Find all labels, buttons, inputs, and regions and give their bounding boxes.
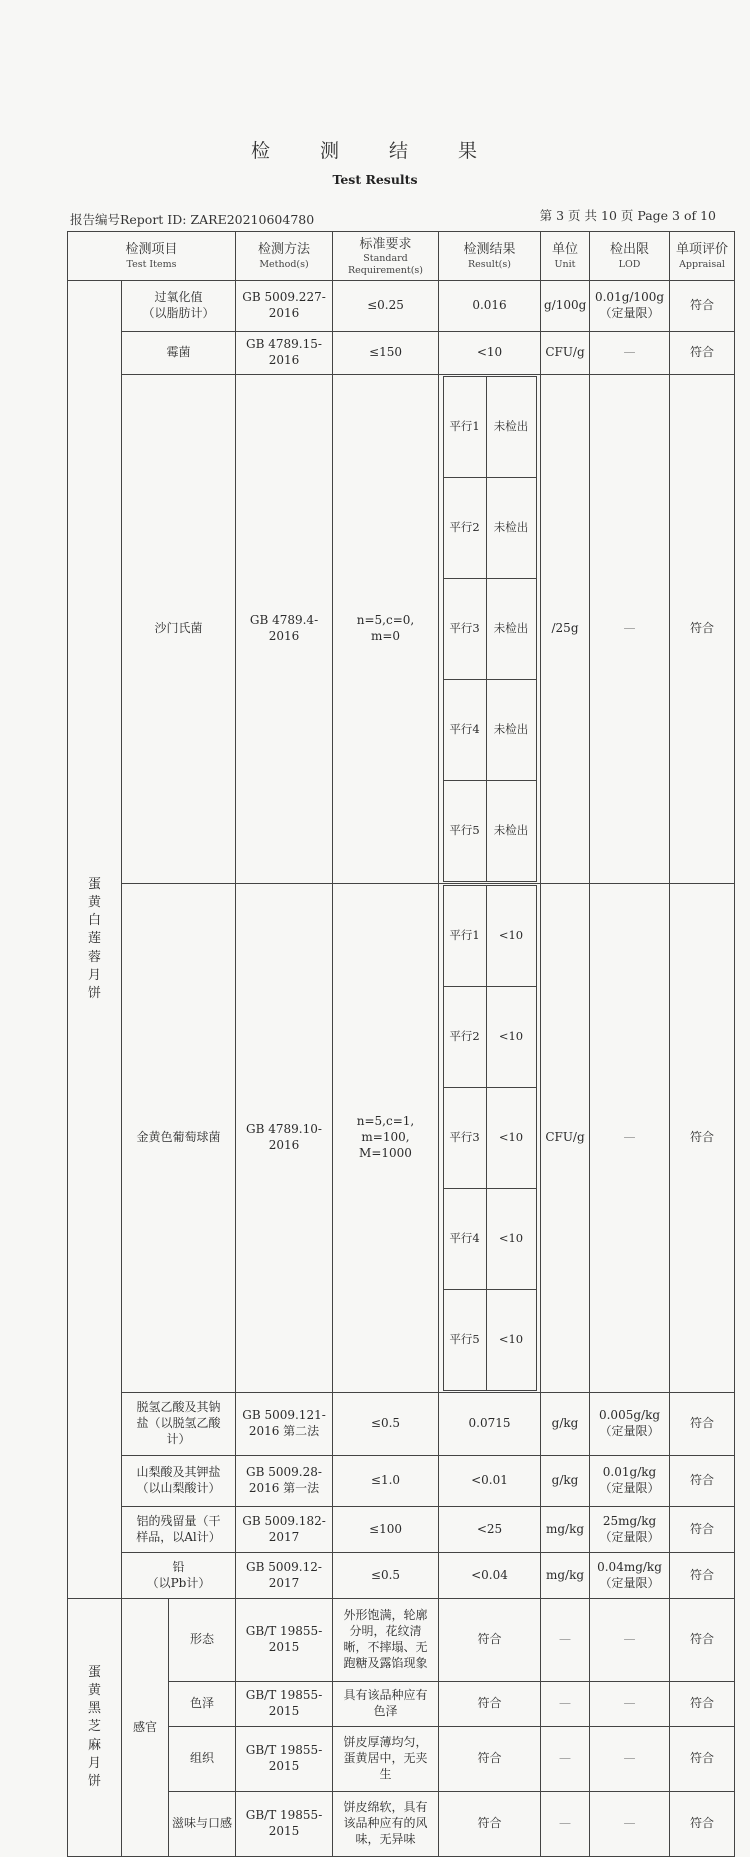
table-row bbox=[68, 1507, 735, 1553]
result-cell: 符合 bbox=[439, 1599, 541, 1682]
appraisal-cell: 符合 bbox=[670, 1393, 735, 1456]
result-cell: <10 bbox=[439, 332, 541, 375]
table-row bbox=[68, 1682, 735, 1727]
unit-cell: — bbox=[541, 1792, 590, 1857]
requirement-cell: 饼皮绵软，具有 该品种应有的风 味，无异味 bbox=[333, 1792, 439, 1857]
lod-cell: — bbox=[590, 1727, 670, 1792]
requirement-cell: 具有该品种应有 色泽 bbox=[333, 1682, 439, 1727]
unit-cell: CFU/g bbox=[541, 332, 590, 375]
col-header-result: 检测结果 Result(s) bbox=[439, 232, 541, 281]
unit-cell: g/kg bbox=[541, 1393, 590, 1456]
document-subtitle: Test Results bbox=[332, 172, 418, 187]
requirement-cell: ≤0.25 bbox=[333, 281, 439, 332]
appraisal-cell: 符合 bbox=[670, 1507, 735, 1553]
appraisal-cell: 符合 bbox=[670, 281, 735, 332]
method-cell: GB/T 19855- 2015 bbox=[236, 1599, 333, 1682]
result-cell bbox=[439, 884, 541, 1393]
unit-cell: /25g bbox=[541, 375, 590, 884]
category-cell: 感官 bbox=[122, 1599, 169, 1857]
col-header-unit: 单位 Unit bbox=[541, 232, 590, 281]
results-table bbox=[67, 231, 735, 1857]
sample-name-cell bbox=[68, 1599, 122, 1857]
parallel-results: 平行1 未检出 平行2 未检出 平行3 未检出 平行4 未检出 平行5 未检出 bbox=[443, 376, 537, 882]
appraisal-cell: 符合 bbox=[670, 375, 735, 884]
unit-cell: — bbox=[541, 1682, 590, 1727]
sample-name-cell bbox=[68, 281, 122, 1599]
item-cell: 滋味与口感 bbox=[169, 1792, 236, 1857]
appraisal-cell: 符合 bbox=[670, 1599, 735, 1682]
item-cell: 脱氢乙酸及其钠 盐（以脱氢乙酸 计） bbox=[122, 1393, 236, 1456]
method-cell: GB/T 19855- 2015 bbox=[236, 1792, 333, 1857]
col-header-requirement: 标准要求 Standard Requirement(s) bbox=[333, 232, 439, 281]
table-row bbox=[68, 375, 735, 884]
lod-cell: — bbox=[590, 1682, 670, 1727]
requirement-cell: 外形饱满，轮廓 分明，花纹清 晰，不摔塌、无 跑糖及露馅现象 bbox=[333, 1599, 439, 1682]
unit-cell: mg/kg bbox=[541, 1507, 590, 1553]
item-cell: 铅 （以Pb计） bbox=[122, 1553, 236, 1599]
unit-cell: g/100g bbox=[541, 281, 590, 332]
method-cell: GB 5009.28- 2016 第一法 bbox=[236, 1456, 333, 1507]
requirement-cell: n=5,c=1, m=100, M=1000 bbox=[333, 884, 439, 1393]
item-cell: 金黄色葡萄球菌 bbox=[122, 884, 236, 1393]
unit-cell: — bbox=[541, 1727, 590, 1792]
method-cell: GB/T 19855- 2015 bbox=[236, 1727, 333, 1792]
result-cell: 0.0715 bbox=[439, 1393, 541, 1456]
appraisal-cell: 符合 bbox=[670, 1792, 735, 1857]
method-cell: GB 4789.10- 2016 bbox=[236, 884, 333, 1393]
table-row bbox=[68, 1393, 735, 1456]
result-cell: 符合 bbox=[439, 1727, 541, 1792]
report-id: 报告编号Report ID: ZARE20210604780 bbox=[70, 212, 315, 227]
col-header-item: 检测项目 Test Items bbox=[68, 232, 236, 281]
item-cell: 霉菌 bbox=[122, 332, 236, 375]
result-cell bbox=[439, 375, 541, 884]
table-row bbox=[68, 281, 735, 332]
table-header-row bbox=[68, 232, 735, 281]
appraisal-cell: 符合 bbox=[670, 884, 735, 1393]
result-cell: 符合 bbox=[439, 1682, 541, 1727]
appraisal-cell: 符合 bbox=[670, 1456, 735, 1507]
appraisal-cell: 符合 bbox=[670, 1727, 735, 1792]
result-cell: 0.016 bbox=[439, 281, 541, 332]
lod-cell: — bbox=[590, 1792, 670, 1857]
sample-name: 蛋黄白莲蓉月饼 bbox=[87, 876, 101, 1001]
table-row bbox=[68, 332, 735, 375]
method-cell: GB 5009.227- 2016 bbox=[236, 281, 333, 332]
requirement-cell: ≤0.5 bbox=[333, 1553, 439, 1599]
unit-cell: CFU/g bbox=[541, 884, 590, 1393]
lod-cell: 0.01g/100g （定量限） bbox=[590, 281, 670, 332]
item-cell: 组织 bbox=[169, 1727, 236, 1792]
lod-cell: 0.005g/kg （定量限） bbox=[590, 1393, 670, 1456]
lod-cell: — bbox=[590, 375, 670, 884]
method-cell: GB 5009.12- 2017 bbox=[236, 1553, 333, 1599]
item-cell: 过氧化值 （以脂肪计） bbox=[122, 281, 236, 332]
unit-cell: g/kg bbox=[541, 1456, 590, 1507]
table-row bbox=[68, 1599, 735, 1682]
method-cell: GB 4789.15- 2016 bbox=[236, 332, 333, 375]
lod-cell: — bbox=[590, 884, 670, 1393]
requirement-cell: 饼皮厚薄均匀， 蛋黄居中，无夹 生 bbox=[333, 1727, 439, 1792]
page-number: 第 3 页 共 10 页 Page 3 of 10 bbox=[539, 208, 716, 223]
result-cell: <0.04 bbox=[439, 1553, 541, 1599]
unit-cell: mg/kg bbox=[541, 1553, 590, 1599]
appraisal-cell: 符合 bbox=[670, 1553, 735, 1599]
requirement-cell: n=5,c=0, m=0 bbox=[333, 375, 439, 884]
lod-cell: — bbox=[590, 332, 670, 375]
table-row bbox=[68, 1553, 735, 1599]
sample-name: 蛋黄黑芝麻月饼 bbox=[87, 1664, 101, 1789]
method-cell: GB/T 19855- 2015 bbox=[236, 1682, 333, 1727]
item-cell: 沙门氏菌 bbox=[122, 375, 236, 884]
col-header-appraisal: 单项评价 Appraisal bbox=[670, 232, 735, 281]
item-cell: 形态 bbox=[169, 1599, 236, 1682]
requirement-cell: ≤0.5 bbox=[333, 1393, 439, 1456]
table-row bbox=[68, 1792, 735, 1857]
col-header-lod: 检出限 LOD bbox=[590, 232, 670, 281]
requirement-cell: ≤150 bbox=[333, 332, 439, 375]
item-cell: 铝的残留量（干 样品，以Al计） bbox=[122, 1507, 236, 1553]
lod-cell: 0.04mg/kg （定量限） bbox=[590, 1553, 670, 1599]
method-cell: GB 4789.4- 2016 bbox=[236, 375, 333, 884]
table-row bbox=[68, 1456, 735, 1507]
parallel-results: 平行1 <10 平行2 <10 平行3 <10 平行4 <10 平行5 <10 bbox=[443, 885, 537, 1391]
result-cell: <0.01 bbox=[439, 1456, 541, 1507]
appraisal-cell: 符合 bbox=[670, 332, 735, 375]
unit-cell: — bbox=[541, 1599, 590, 1682]
requirement-cell: ≤100 bbox=[333, 1507, 439, 1553]
lod-cell: 25mg/kg （定量限） bbox=[590, 1507, 670, 1553]
method-cell: GB 5009.182- 2017 bbox=[236, 1507, 333, 1553]
lod-cell: — bbox=[590, 1599, 670, 1682]
requirement-cell: ≤1.0 bbox=[333, 1456, 439, 1507]
result-cell: <25 bbox=[439, 1507, 541, 1553]
lod-cell: 0.01g/kg （定量限） bbox=[590, 1456, 670, 1507]
item-cell: 山梨酸及其钾盐 （以山梨酸计） bbox=[122, 1456, 236, 1507]
table-row bbox=[68, 1727, 735, 1792]
document-title: 检 测 结 果 bbox=[250, 140, 500, 162]
result-cell: 符合 bbox=[439, 1792, 541, 1857]
appraisal-cell: 符合 bbox=[670, 1682, 735, 1727]
method-cell: GB 5009.121- 2016 第二法 bbox=[236, 1393, 333, 1456]
item-cell: 色泽 bbox=[169, 1682, 236, 1727]
table-row bbox=[68, 884, 735, 1393]
col-header-method: 检测方法 Method(s) bbox=[236, 232, 333, 281]
